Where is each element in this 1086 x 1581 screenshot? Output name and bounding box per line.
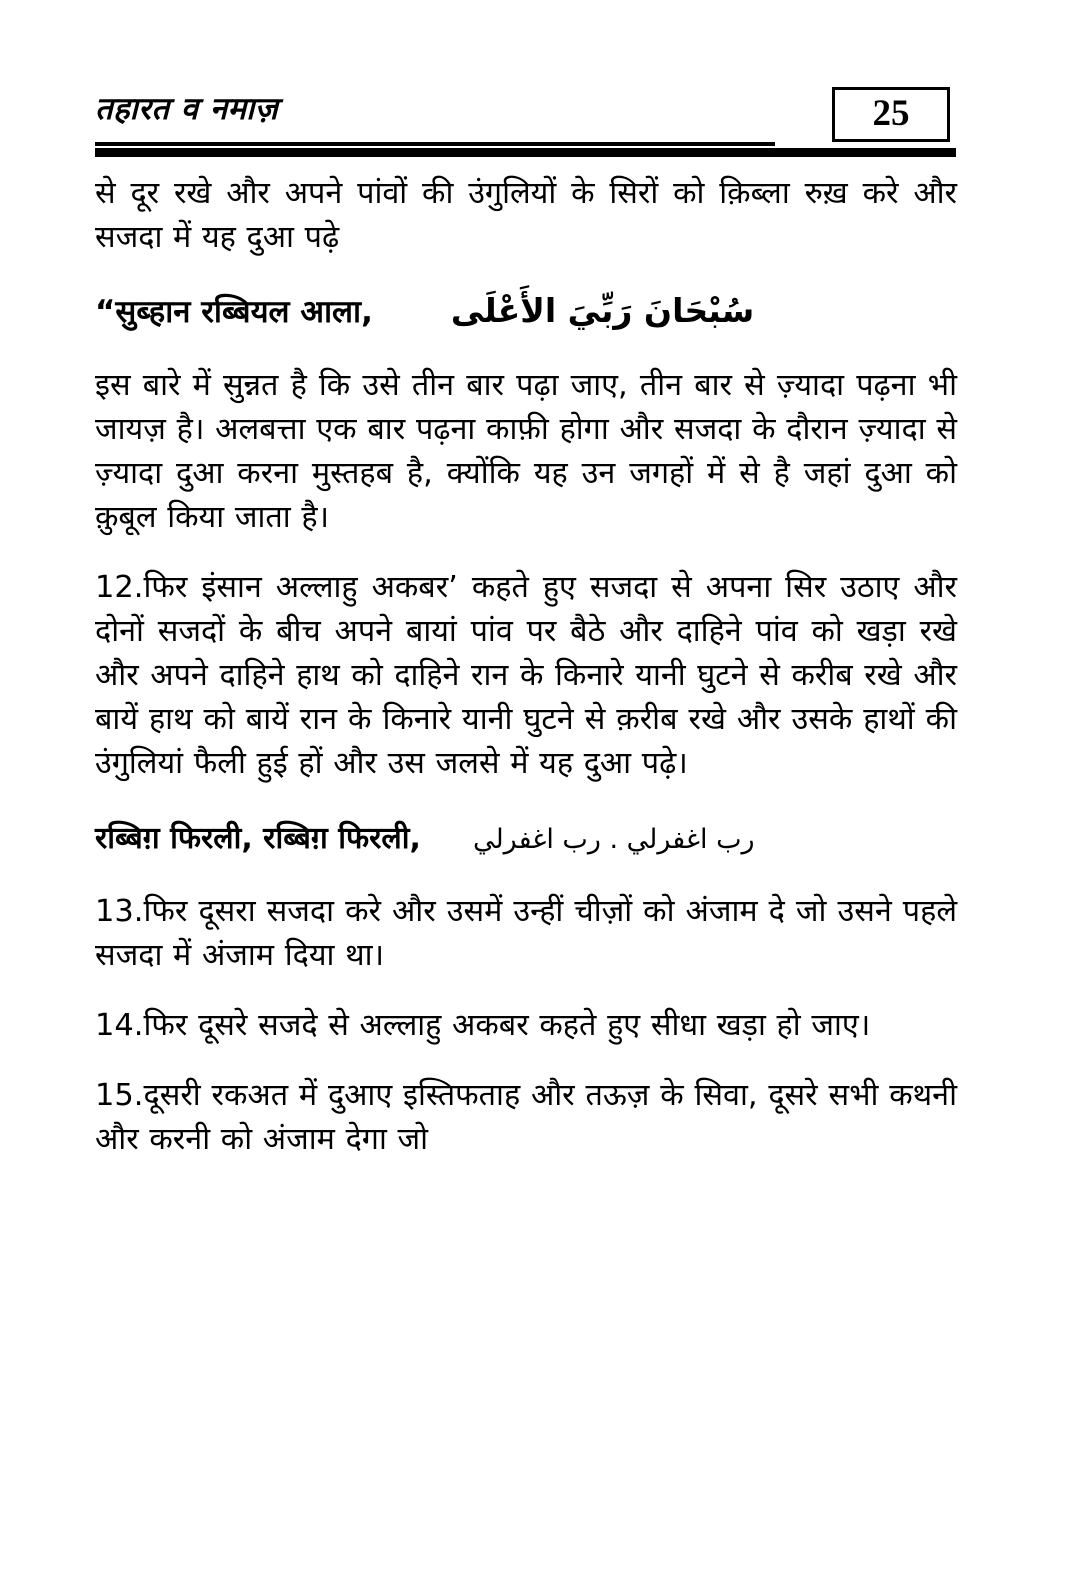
page-header bbox=[95, 92, 955, 164]
list-item-text: फिर दूसरा सजदा करे और उसमें उन्हीं चीज़ों को अंजाम दे जो उसने पहले सजदा में अंजाम दिया था। bbox=[95, 894, 957, 973]
list-item-number: 12. bbox=[95, 570, 144, 605]
sunnat-paragraph: इस बारे में सुन्नत है कि उसे तीन बार पढ़ा जाए, तीन बार से ज़्यादा पढ़ना भी जायज़ है। अलबत्ता एक बार पढ़ना काफ़ी होगा और सजदा के दौरान ज़्यादा से ज़्यादा दुआ करना मुस्तहब है, क्योंकि यह उन जगहों में से है जहां दुआ को क़ुबूल किया जाता है। bbox=[95, 368, 957, 535]
dua-arabic-text: رب اغفرلي . رب اغفرلي bbox=[472, 824, 755, 855]
list-item-text: फिर दूसरे सजदे से अल्लाहु अकबर कहते हुए सीधा खड़ा हो जाए। bbox=[143, 1008, 871, 1043]
list-item-text: दूसरी रकअत में दुआए इस्तिफताह और तऊज़ के सिवा, दूसरे सभी कथनी और करनी को अंजाम देगा जो bbox=[95, 1078, 957, 1157]
dua-line-subhana bbox=[95, 290, 957, 338]
page-number-box bbox=[832, 87, 950, 142]
list-item-13 bbox=[95, 890, 957, 978]
page-title: तहारत व नमाज़ bbox=[95, 91, 279, 127]
dua-line-rabbighfirli bbox=[95, 816, 957, 864]
list-item-number: 13. bbox=[95, 894, 144, 929]
page-number: 25 bbox=[872, 92, 910, 134]
page-body bbox=[95, 172, 957, 1162]
header-rule-thick bbox=[95, 148, 956, 157]
list-item-14 bbox=[95, 1004, 957, 1048]
dua-transliteration: रब्बिग़ फिरली, रब्बिग़ फिरली, bbox=[95, 821, 421, 856]
intro-paragraph: से दूर रखे और अपने पांवों की उंगुलियों के सिरों को क़िब्ला रुख़ करे और सजदा में यह दुआ पढ़े bbox=[95, 176, 957, 255]
list-item-15 bbox=[95, 1074, 957, 1162]
dua-arabic-text: سُبْحَانَ رَبِّيَ الأَعْلَى bbox=[450, 291, 755, 330]
dua-transliteration: “सुब्हान रब्बियल आला, bbox=[95, 294, 373, 330]
list-item-number: 14. bbox=[95, 1008, 144, 1043]
list-item-number: 15. bbox=[95, 1078, 144, 1113]
list-item-text: फिर इंसान अल्लाहु अकबर’ कहते हुए सजदा से अपना सिर उठाए और दोनों सजदों के बीच अपने बायां पांव पर बैठे और दाहिने पांव को खड़ा रखे और अपने दाहिने हाथ को दाहिने रान के किनारे यानी घुटने से करीब रखे और बायें हाथ को बायें रान के किनारे यानी घुटने से क़रीब रखे और उसके हाथों की उंगुलियां फैली हुई हों और उस जलसे में यह दुआ पढ़े। bbox=[95, 570, 957, 781]
header-rule-thin bbox=[95, 142, 775, 146]
list-item-12 bbox=[95, 566, 957, 786]
